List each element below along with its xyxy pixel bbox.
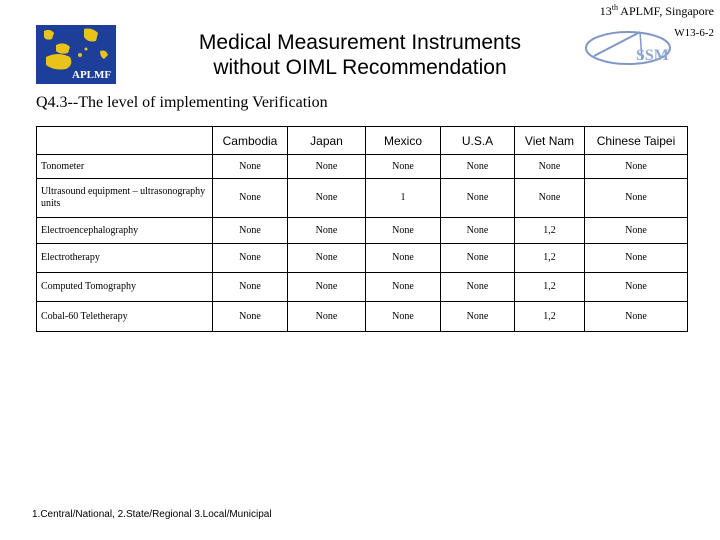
verification-table (36, 126, 688, 332)
table-cell: None (585, 302, 688, 332)
table-cell: None (441, 273, 515, 302)
row-label: Tonometer (37, 155, 213, 179)
table-cell: None (213, 273, 288, 302)
table-cell: None (288, 273, 366, 302)
ssm-logo (584, 26, 674, 74)
row-label: Computed Tomography (37, 273, 213, 302)
footnote: 1.Central/National, 2.State/Regional 3.Local/Municipal (32, 509, 272, 520)
row-label: Ultrasound equipment – ultrasonography units (37, 179, 213, 218)
table-row (37, 273, 688, 302)
column-header: Japan (288, 127, 366, 155)
column-header: Chinese Taipei (585, 127, 688, 155)
table-cell: 1,2 (515, 218, 585, 244)
table-cell: None (366, 218, 441, 244)
table-cell: None (366, 302, 441, 332)
column-header: U.S.A (441, 127, 515, 155)
table-cell: 1,2 (515, 273, 585, 302)
row-label: Electroencephalography (37, 218, 213, 244)
table-cell: None (213, 244, 288, 273)
table-cell: None (441, 302, 515, 332)
table-cell: 1,2 (515, 302, 585, 332)
table-cell: None (288, 218, 366, 244)
table-row (37, 179, 688, 218)
table-cell: None (366, 155, 441, 179)
column-header: Viet Nam (515, 127, 585, 155)
table-cell: None (288, 244, 366, 273)
table-cell: None (441, 179, 515, 218)
table-row (37, 302, 688, 332)
table-cell: None (288, 179, 366, 218)
table-cell: None (366, 244, 441, 273)
table-cell: 1 (366, 179, 441, 218)
table-cell: None (585, 244, 688, 273)
column-header: Cambodia (213, 127, 288, 155)
table-cell: None (441, 244, 515, 273)
table-row (37, 155, 688, 179)
table-cell: None (213, 155, 288, 179)
table-cell: None (585, 155, 688, 179)
column-header: Mexico (366, 127, 441, 155)
table-row (37, 244, 688, 273)
document-code: W13-6-2 (674, 27, 714, 39)
table-cell: None (585, 273, 688, 302)
table-cell: None (585, 179, 688, 218)
table-corner-cell (37, 127, 213, 155)
table-cell: None (441, 218, 515, 244)
table-cell: None (585, 218, 688, 244)
conference-label: 13th APLMF, Singapore (599, 3, 714, 18)
table-header-row (37, 127, 688, 155)
table-cell: None (213, 218, 288, 244)
svg-text:SSM: SSM (636, 47, 669, 64)
table-cell: None (288, 302, 366, 332)
page-title: Medical Measurement Instruments without OIML Recommendation (198, 31, 522, 79)
table-row (37, 218, 688, 244)
table-cell: None (288, 155, 366, 179)
row-label: Electrotherapy (37, 244, 213, 273)
table-cell: None (515, 179, 585, 218)
svg-text:APLMF: APLMF (72, 69, 112, 81)
table-cell: None (213, 302, 288, 332)
aplmf-logo (36, 25, 116, 84)
table-cell: None (366, 273, 441, 302)
table-cell: 1,2 (515, 244, 585, 273)
table-cell: None (441, 155, 515, 179)
page-subtitle: Q4.3--The level of implementing Verification (36, 94, 328, 111)
table-cell: None (213, 179, 288, 218)
row-label: Cobal-60 Teletherapy (37, 302, 213, 332)
table-cell: None (515, 155, 585, 179)
